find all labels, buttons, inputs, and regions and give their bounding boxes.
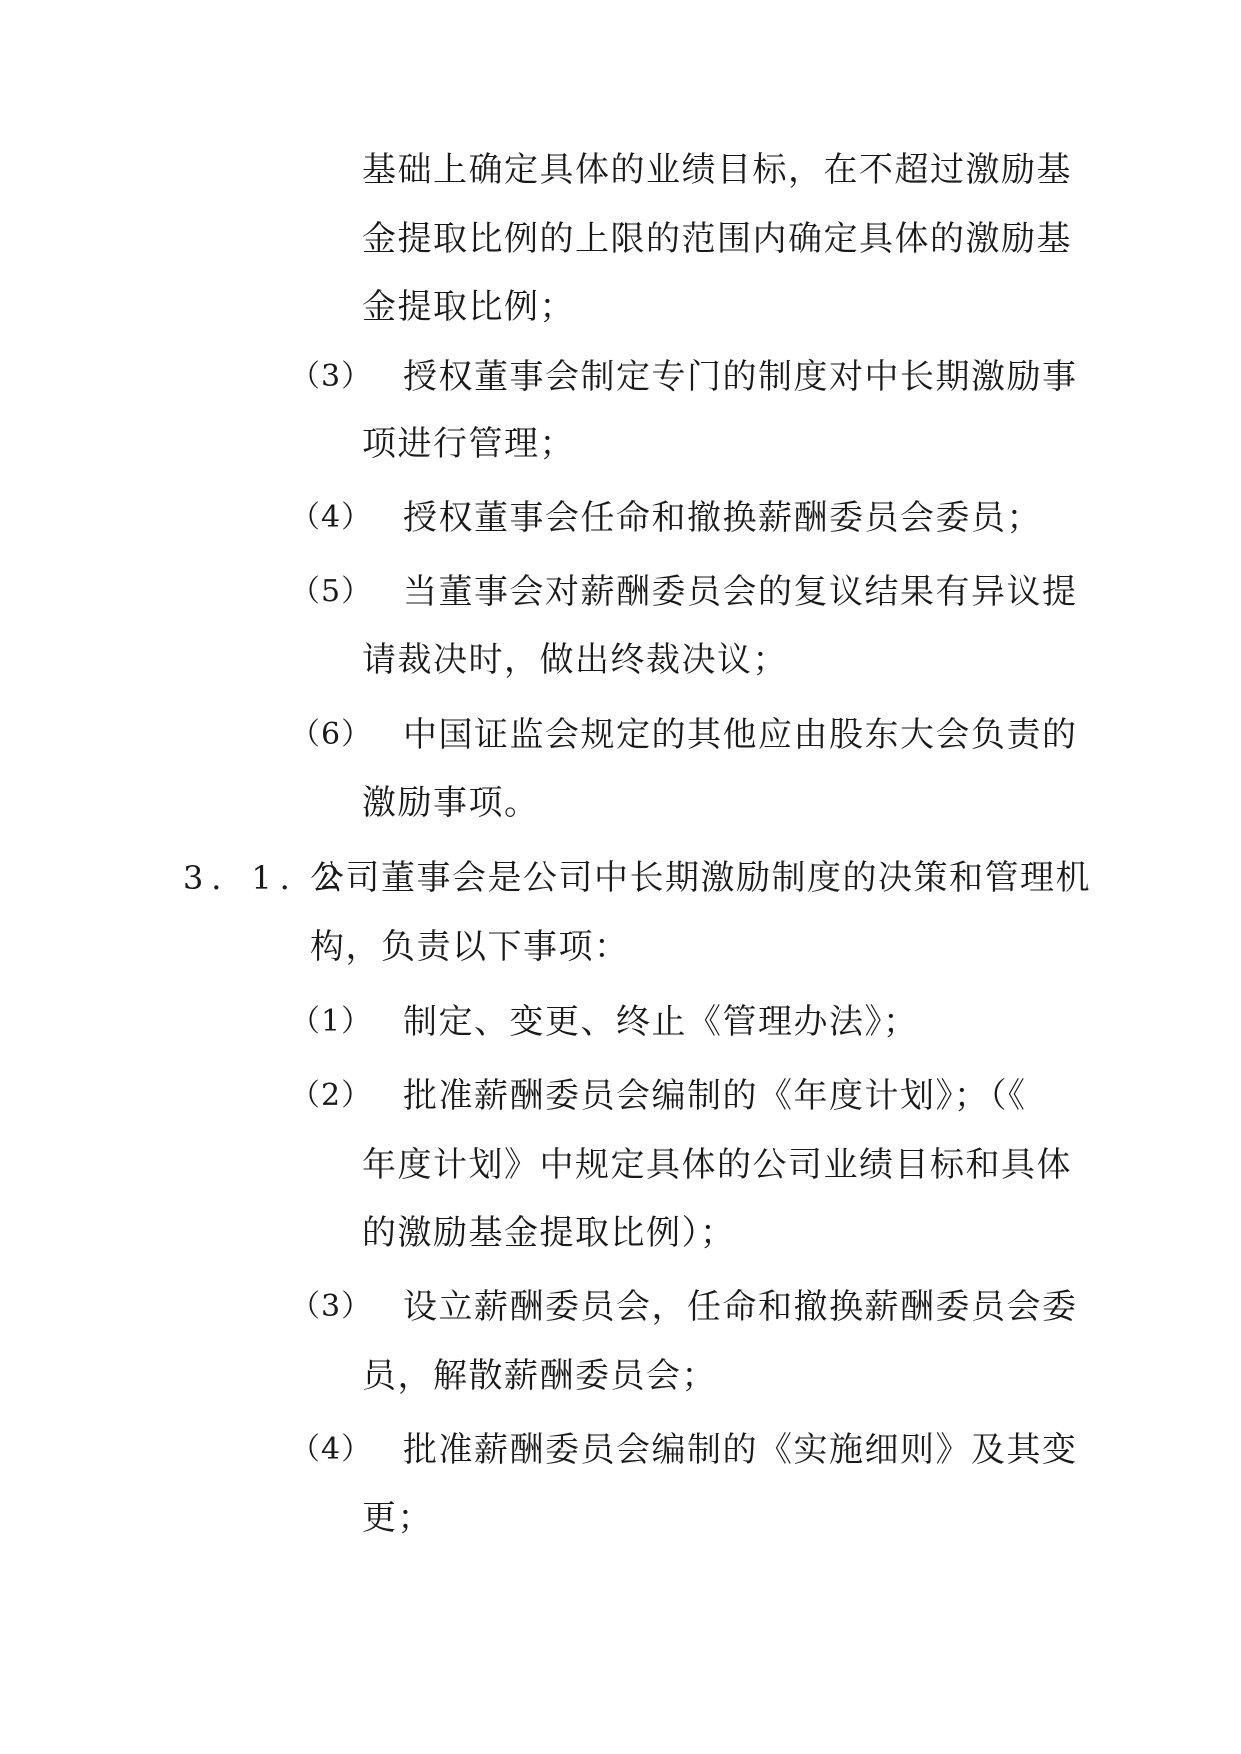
list-item-number: （2）: [290, 1078, 373, 1113]
list-item-text: 员，解散薪酬委员会；: [362, 1356, 717, 1396]
section-text: 构，负责以下事项：: [310, 927, 630, 967]
list-item-text: 年度计划》中规定具体的公司业绩目标和具体: [362, 1145, 1072, 1185]
list-item-text: 设立薪酬委员会，任命和撤换薪酬委员会委: [403, 1287, 1078, 1327]
list-item-text: 的激励基金提取比例）；: [362, 1213, 736, 1253]
section-number: 3．1．2: [183, 859, 349, 897]
list-item-text: 激励事项。: [362, 783, 540, 823]
paragraph-line: 金提取比例的上限的范围内确定具体的激励基: [362, 219, 1072, 259]
list-item-number: （5）: [290, 574, 373, 609]
list-item-number: （6）: [290, 717, 373, 752]
list-item-text: 批准薪酬委员会编制的《实施细则》及其变: [403, 1430, 1078, 1470]
paragraph-line: 基础上确定具体的业绩目标，在不超过激励基: [362, 150, 1072, 190]
list-item-text: 授权董事会任命和撤换薪酬委员会委员；: [403, 498, 1042, 538]
list-item-text: 当董事会对薪酬委员会的复议结果有异议提: [403, 572, 1078, 612]
list-item-text: 更；: [362, 1498, 433, 1538]
list-item-number: （3）: [290, 359, 373, 394]
list-item-text: 中国证监会规定的其他应由股东大会负责的: [403, 715, 1078, 755]
list-item-text: 制定、变更、终止《管理办法》；: [403, 1002, 919, 1042]
list-item-text: 批准薪酬委员会编制的《年度计划》；（《: [403, 1076, 1027, 1116]
list-item-text: 请裁决时，做出终裁决议；: [362, 640, 788, 680]
list-item-number: （3）: [290, 1289, 373, 1324]
list-item-text: 项进行管理；: [362, 424, 575, 464]
list-item-number: （4）: [290, 500, 373, 535]
list-item-number: （4）: [290, 1432, 373, 1467]
paragraph-line: 金提取比例；: [362, 287, 575, 327]
list-item-number: （1）: [290, 1004, 373, 1039]
list-item-text: 授权董事会制定专门的制度对中长期激励事: [403, 357, 1078, 397]
section-text: 公司董事会是公司中长期激励制度的决策和管理机: [310, 858, 1091, 898]
